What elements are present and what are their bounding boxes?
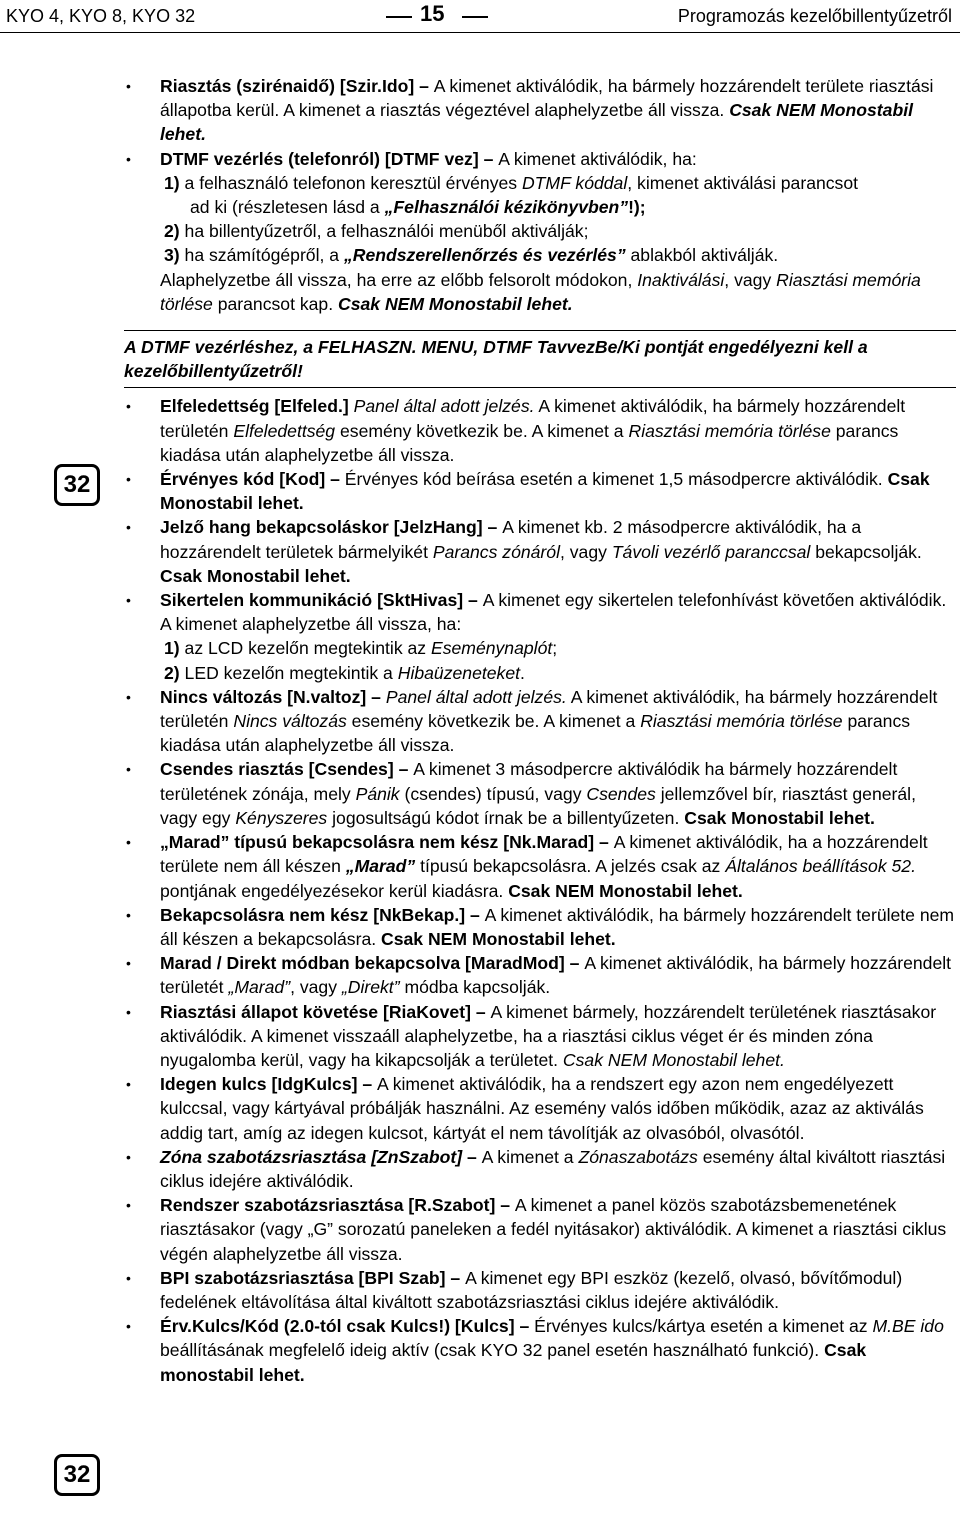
list-item: • Nincs változás [N.valtoz] – Panel által adott jelzés. A kimenet aktiválódik, ha bármely hozzárendelt területén Nincs változás esemény következik be. A kimenet a Riasztási memória törlése parancs kiadása után alaphelyzetbe áll vissza. <box>124 685 956 758</box>
list-item: • Idegen kulcs [IdgKulcs] – A kimenet aktiválódik, ha a rendszert egy azon nem engedélyezett kulccsal, vagy kártyával próbálják használni. Az esemény valós időben működik, azaz az aktiválás addig tart, amíg az idegen kulcsot, kártyát el nem távolítják az olvasóból, olvasótól. <box>124 1072 956 1145</box>
list-item: 2) LED kezelőn megtekintik a Hibaüzeneteket. <box>164 662 525 683</box>
list-item: • Riasztási állapot követése [RiaKovet] – A kimenet bármely, hozzárendelt területének riasztásakor aktiválódik. A kimenet visszaáll alaphelyzetbe, ha a riasztási ciklus véget ér és minden zóna nyugalomba kerül, vagy ha kikapcsolják a területet. Csak NEM Monostabil lehet. <box>124 1000 956 1073</box>
list-item: • Bekapcsolásra nem kész [NkBekap.] – A kimenet aktiválódik, ha bármely hozzárendelt területe nem áll készen a bekapcsolásra. Csak NEM Monostabil lehet. <box>124 903 956 951</box>
page-header <box>0 0 960 34</box>
list-item: • Sikertelen kommunikáció [SktHivas] – A kimenet egy sikertelen telefonhívást követően aktiválódik. A kimenet alaphelyzetbe áll vissza, ha: <box>124 588 956 636</box>
header-dash-right <box>462 16 488 18</box>
list-item: • Marad / Direkt módban bekapcsolva [MaradMod] – A kimenet aktiválódik, ha bármely hozzárendelt területét „Marad”, vagy „Direkt” módba kapcsolják. <box>124 951 956 999</box>
list-item: • Jelző hang bekapcsoláskor [JelzHang] – A kimenet kb. 2 másodpercre aktiválódik, ha a hozzárendelt területek bármelyikét Parancs zónáról, vagy Távoli vezérlő paranccsal bekapcsolják. Csak Monostabil lehet. <box>124 515 956 588</box>
list-item: 1) a felhasználó telefonon keresztül érvényes DTMF kóddal, kimenet aktiválási parancsot <box>164 172 859 193</box>
header-rule <box>0 32 960 33</box>
list-item: • BPI szabotázsriasztása [BPI Szab] – A kimenet egy BPI eszköz (kezelő, olvasó, bővítőmodul) fedelének eltávolítása által kiváltott szabotázsriasztási ciklus idejére aktiválódik. <box>124 1266 956 1314</box>
list-item: • DTMF vezérlés (telefonról) [DTMF vez] – A kimenet aktiválódik, ha: <box>124 147 956 171</box>
list-item: • Elfeledettség [Elfeled.] Panel által adott jelzés. A kimenet aktiválódik, ha bármely hozzárendelt területén Elfeledettség esemény következik be. A kimenet a Riasztási memória törlése parancs kiadása után alaphelyzetbe áll vissza. <box>124 394 956 467</box>
kyo32-badge: 32 <box>54 1454 100 1496</box>
list-item: 3) ha számítógépről, a „Rendszerellenőrzés és vezérlés” ablakból aktiválják. <box>164 245 779 266</box>
list-item: ad ki (részletesen lásd a „Felhasználói kézikönyvben”!); <box>190 197 646 218</box>
document-body <box>124 74 956 1387</box>
list-item: 1) az LCD kezelőn megtekintik az Eseménynaplót; <box>164 638 558 659</box>
list-item: • „Marad” típusú bekapcsolásra nem kész [Nk.Marad] – A kimenet aktiválódik, ha a hozzárendelt területe nem áll készen „Marad” típusú bekapcsolásra. A jelzés csak az Általános beállítások 52. pontjának engedélyezésekor kerül kiadásra. Csak NEM Monostabil lehet. <box>124 830 956 903</box>
list-item: • Riasztás (szirénaidő) [Szir.Ido] – A kimenet aktiválódik, ha bármely hozzárendelt területe riasztási állapotba kerül. A kimenet a riasztás végeztével alaphelyzetbe áll vissza. Csak NEM Monostabil lehet. <box>124 74 956 147</box>
header-section-title: Programozás kezelőbillentyűzetről <box>677 6 952 26</box>
dtmf-note: A DTMF vezérléshez, a FELHASZN. MENU, DTMF TavvezBe/Ki pontját engedélyezni kell a kezelőbillentyűzetről! <box>124 330 956 388</box>
list-item: Alaphelyzetbe áll vissza, ha erre az előbb felsorolt módokon, Inaktiválási, vagy Riasztási memória törlése parancsot kap. Csak NEM Monostabil lehet. <box>160 269 921 314</box>
list-item: • Csendes riasztás [Csendes] – A kimenet 3 másodpercre aktiválódik ha bármely hozzárendelt területének zónája, mely Pánik (csendes) típusú, vagy Csendes jellemzővel bír, riasztást generál, vagy egy Kényszeres jogosultságú kódot írnak be a billentyűzeten. Csak Monostabil lehet. <box>124 757 956 830</box>
list-item: • Rendszer szabotázsriasztása [R.Szabot] – A kimenet a panel közös szabotázsbemenetének riasztásakor (vagy „G” sorozatú paneleken a fedél nyitásakor) aktiválódik. A kimenet a riasztási ciklus végén alaphelyzetbe áll vissza. <box>124 1193 956 1266</box>
header-model-list: KYO 4, KYO 8, KYO 32 <box>6 6 196 26</box>
header-dash-left <box>386 16 412 18</box>
list-item: • Érvényes kód [Kod] – Érvényes kód beírása esetén a kimenet 1,5 másodpercre aktiválódik. Csak Monostabil lehet. <box>124 467 956 515</box>
list-item: 2) ha billentyűzetről, a felhasználói menüből aktiválják; <box>164 221 589 242</box>
kyo32-badge: 32 <box>54 464 100 506</box>
list-item: • Zóna szabotázsriasztása [ZnSzabot] – A kimenet a Zónaszabotázs esemény által kiváltott riasztási ciklus idejére aktiválódik. <box>124 1145 956 1193</box>
page-number: 15 <box>420 1 445 26</box>
list-item: • Érv.Kulcs/Kód (2.0-tól csak Kulcs!) [Kulcs] – Érvényes kulcs/kártya esetén a kimenet az M.BE ido beállításának megfelelő ideig aktív (csak KYO 32 panel esetén használható funkció). Csak monostabil lehet. <box>124 1314 956 1387</box>
